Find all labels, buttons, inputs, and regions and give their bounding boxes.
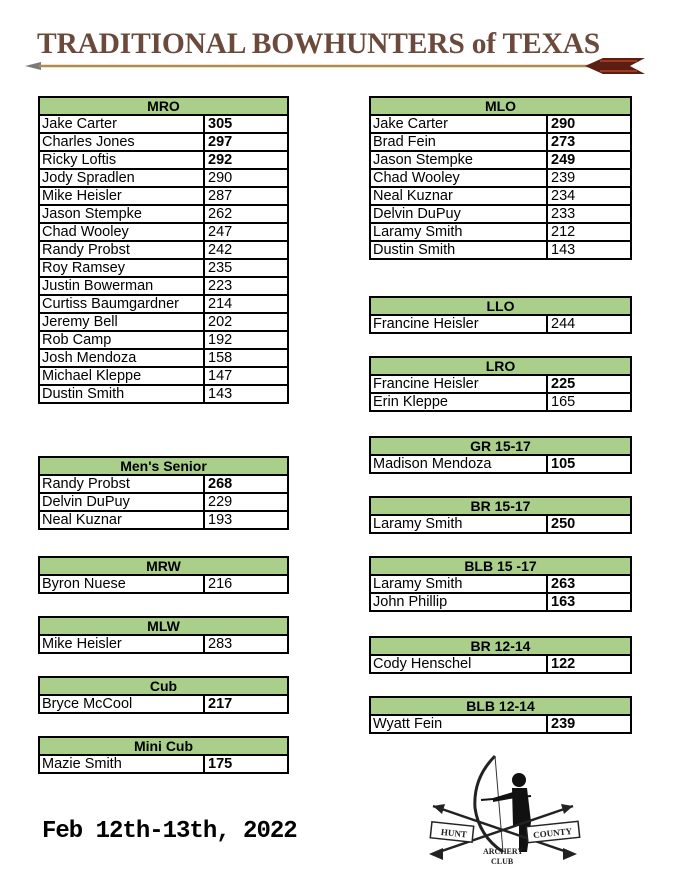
table-mlw: [38, 616, 289, 654]
archer-score: 268: [204, 475, 288, 493]
division-title: BR 15-17: [370, 497, 631, 515]
arrow-icon: [25, 58, 645, 74]
archer-score: 143: [547, 241, 631, 259]
archer-score: 165: [547, 393, 631, 411]
division-title: LLO: [370, 297, 631, 315]
archer-name: Francine Heisler: [370, 315, 547, 333]
archer-score: 147: [204, 367, 288, 385]
archer-score: 297: [204, 133, 288, 151]
table-mro: [38, 96, 289, 404]
archer-score: 287: [204, 187, 288, 205]
archer-name: Randy Probst: [39, 241, 204, 259]
archer-score: 229: [204, 493, 288, 511]
table-header-row: [370, 297, 631, 315]
table-row: [39, 755, 288, 773]
table-row: [39, 295, 288, 313]
archer-score: 290: [204, 169, 288, 187]
table-header-row: [39, 457, 288, 475]
table-row: [370, 655, 631, 673]
table-row: [39, 259, 288, 277]
page-title: TRADITIONAL BOWHUNTERS of TEXAS: [37, 28, 600, 60]
table-header-row: [39, 97, 288, 115]
archer-name: Francine Heisler: [370, 375, 547, 393]
archer-score: 223: [204, 277, 288, 295]
archer-name: Josh Mendoza: [39, 349, 204, 367]
table-row: [370, 115, 631, 133]
archer-score: 225: [547, 375, 631, 393]
archer-name: Byron Nuese: [39, 575, 204, 593]
table-row: [39, 367, 288, 385]
table-row: [39, 205, 288, 223]
table-header-row: [370, 497, 631, 515]
table-row: [39, 475, 288, 493]
table-row: [370, 515, 631, 533]
logo-archery-text: ARCHERY: [483, 847, 524, 856]
table-row: [370, 151, 631, 169]
archer-score: 212: [547, 223, 631, 241]
archer-name: Jeremy Bell: [39, 313, 204, 331]
archer-score: 217: [204, 695, 288, 713]
archer-name: Mike Heisler: [39, 187, 204, 205]
table-row: [39, 635, 288, 653]
division-title: Cub: [39, 677, 288, 695]
table-row: [39, 575, 288, 593]
division-title: Mini Cub: [39, 737, 288, 755]
table-row: [39, 151, 288, 169]
archer-score: 305: [204, 115, 288, 133]
archer-score: 242: [204, 241, 288, 259]
table-header-row: [39, 677, 288, 695]
archer-name: Erin Kleppe: [370, 393, 547, 411]
archer-name: Jake Carter: [370, 115, 547, 133]
archer-name: Mazie Smith: [39, 755, 204, 773]
archer-score: 105: [547, 455, 631, 473]
archer-score: 290: [547, 115, 631, 133]
table-br-15-17: [369, 496, 632, 534]
archer-name: Delvin DuPuy: [39, 493, 204, 511]
division-title: MLO: [370, 97, 631, 115]
archer-name: Cody Henschel: [370, 655, 547, 673]
table-row: [39, 349, 288, 367]
archer-name: Dustin Smith: [370, 241, 547, 259]
table-row: [39, 169, 288, 187]
table-mlo: [369, 96, 632, 260]
division-title: MLW: [39, 617, 288, 635]
division-title: GR 15-17: [370, 437, 631, 455]
table-row: [370, 393, 631, 411]
archer-score: 292: [204, 151, 288, 169]
table-row: [39, 241, 288, 259]
archer-name: Laramy Smith: [370, 515, 547, 533]
archer-name: Bryce McCool: [39, 695, 204, 713]
archer-name: Wyatt Fein: [370, 715, 547, 733]
archer-score: 263: [547, 575, 631, 593]
archer-score: 247: [204, 223, 288, 241]
division-title: MRW: [39, 557, 288, 575]
table-row: [370, 187, 631, 205]
table-row: [370, 315, 631, 333]
table-header-row: [370, 97, 631, 115]
archer-score: 193: [204, 511, 288, 529]
page-header: [25, 22, 645, 82]
table-row: [370, 715, 631, 733]
archer-name: Laramy Smith: [370, 223, 547, 241]
table-gr-15-17: [369, 436, 632, 474]
table-row: [370, 223, 631, 241]
table-mrw: [38, 556, 289, 594]
table-row: [370, 375, 631, 393]
archer-score: 262: [204, 205, 288, 223]
archer-name: Charles Jones: [39, 133, 204, 151]
table-llo: [369, 296, 632, 334]
archer-score: 233: [547, 205, 631, 223]
archer-score: 239: [547, 715, 631, 733]
table-row: [370, 133, 631, 151]
table-row: [39, 385, 288, 403]
archer-name: Chad Wooley: [370, 169, 547, 187]
archer-name: Randy Probst: [39, 475, 204, 493]
table-header-row: [370, 637, 631, 655]
archer-name: Jason Stempke: [370, 151, 547, 169]
table-mini-cub: [38, 736, 289, 774]
table-row: [370, 169, 631, 187]
archer-score: 283: [204, 635, 288, 653]
archer-name: Curtiss Baumgardner: [39, 295, 204, 313]
archer-score: 192: [204, 331, 288, 349]
division-title: BR 12-14: [370, 637, 631, 655]
archer-name: Roy Ramsey: [39, 259, 204, 277]
table-row: [39, 277, 288, 295]
table-header-row: [370, 437, 631, 455]
archer-score: 163: [547, 593, 631, 611]
table-row: [39, 187, 288, 205]
table-header-row: [39, 617, 288, 635]
archer-name: Dustin Smith: [39, 385, 204, 403]
archer-score: 202: [204, 313, 288, 331]
division-title: LRO: [370, 357, 631, 375]
table-header-row: [370, 557, 631, 575]
table-cub: [38, 676, 289, 714]
table-row: [370, 455, 631, 473]
logo-county-text: COUNTY: [532, 826, 573, 841]
archer-score: 239: [547, 169, 631, 187]
table-mens-senior: [38, 456, 289, 530]
division-title: BLB 15 -17: [370, 557, 631, 575]
archer-name: Michael Kleppe: [39, 367, 204, 385]
archery-club-logo: [415, 748, 585, 878]
archer-name: Justin Bowerman: [39, 277, 204, 295]
archer-score: 214: [204, 295, 288, 313]
division-title: Men's Senior: [39, 457, 288, 475]
archer-score: 158: [204, 349, 288, 367]
archer-name: John Phillip: [370, 593, 547, 611]
logo-club-text: CLUB: [491, 857, 514, 866]
archer-name: Brad Fein: [370, 133, 547, 151]
archer-name: Neal Kuznar: [370, 187, 547, 205]
archer-name: Neal Kuznar: [39, 511, 204, 529]
table-row: [39, 133, 288, 151]
archer-name: Chad Wooley: [39, 223, 204, 241]
archer-score: 234: [547, 187, 631, 205]
division-title: BLB 12-14: [370, 697, 631, 715]
table-row: [370, 205, 631, 223]
table-row: [39, 331, 288, 349]
archer-score: 249: [547, 151, 631, 169]
table-row: [39, 313, 288, 331]
table-lro: [369, 356, 632, 412]
table-header-row: [370, 697, 631, 715]
table-row: [39, 493, 288, 511]
division-title: MRO: [39, 97, 288, 115]
archer-name: Jason Stempke: [39, 205, 204, 223]
archer-name: Jody Spradlen: [39, 169, 204, 187]
archer-name: Laramy Smith: [370, 575, 547, 593]
archer-name: Jake Carter: [39, 115, 204, 133]
table-blb-15-17: [369, 556, 632, 612]
archer-score: 250: [547, 515, 631, 533]
event-date: Feb 12th-13th, 2022: [42, 818, 297, 845]
table-row: [39, 695, 288, 713]
archer-name: Ricky Loftis: [39, 151, 204, 169]
table-row: [39, 115, 288, 133]
table-row: [370, 241, 631, 259]
table-row: [39, 223, 288, 241]
archer-score: 122: [547, 655, 631, 673]
archer-name: Rob Camp: [39, 331, 204, 349]
archer-score: 244: [547, 315, 631, 333]
archer-score: 235: [204, 259, 288, 277]
table-header-row: [370, 357, 631, 375]
archer-score: 175: [204, 755, 288, 773]
table-header-row: [39, 557, 288, 575]
archer-score: 216: [204, 575, 288, 593]
table-row: [370, 575, 631, 593]
table-blb-12-14: [369, 696, 632, 734]
table-br-12-14: [369, 636, 632, 674]
archer-name: Madison Mendoza: [370, 455, 547, 473]
archer-name: Mike Heisler: [39, 635, 204, 653]
archer-name: Delvin DuPuy: [370, 205, 547, 223]
archer-score: 143: [204, 385, 288, 403]
table-row: [39, 511, 288, 529]
archer-score: 273: [547, 133, 631, 151]
table-row: [370, 593, 631, 611]
table-header-row: [39, 737, 288, 755]
logo-hunt-text: HUNT: [440, 826, 468, 840]
